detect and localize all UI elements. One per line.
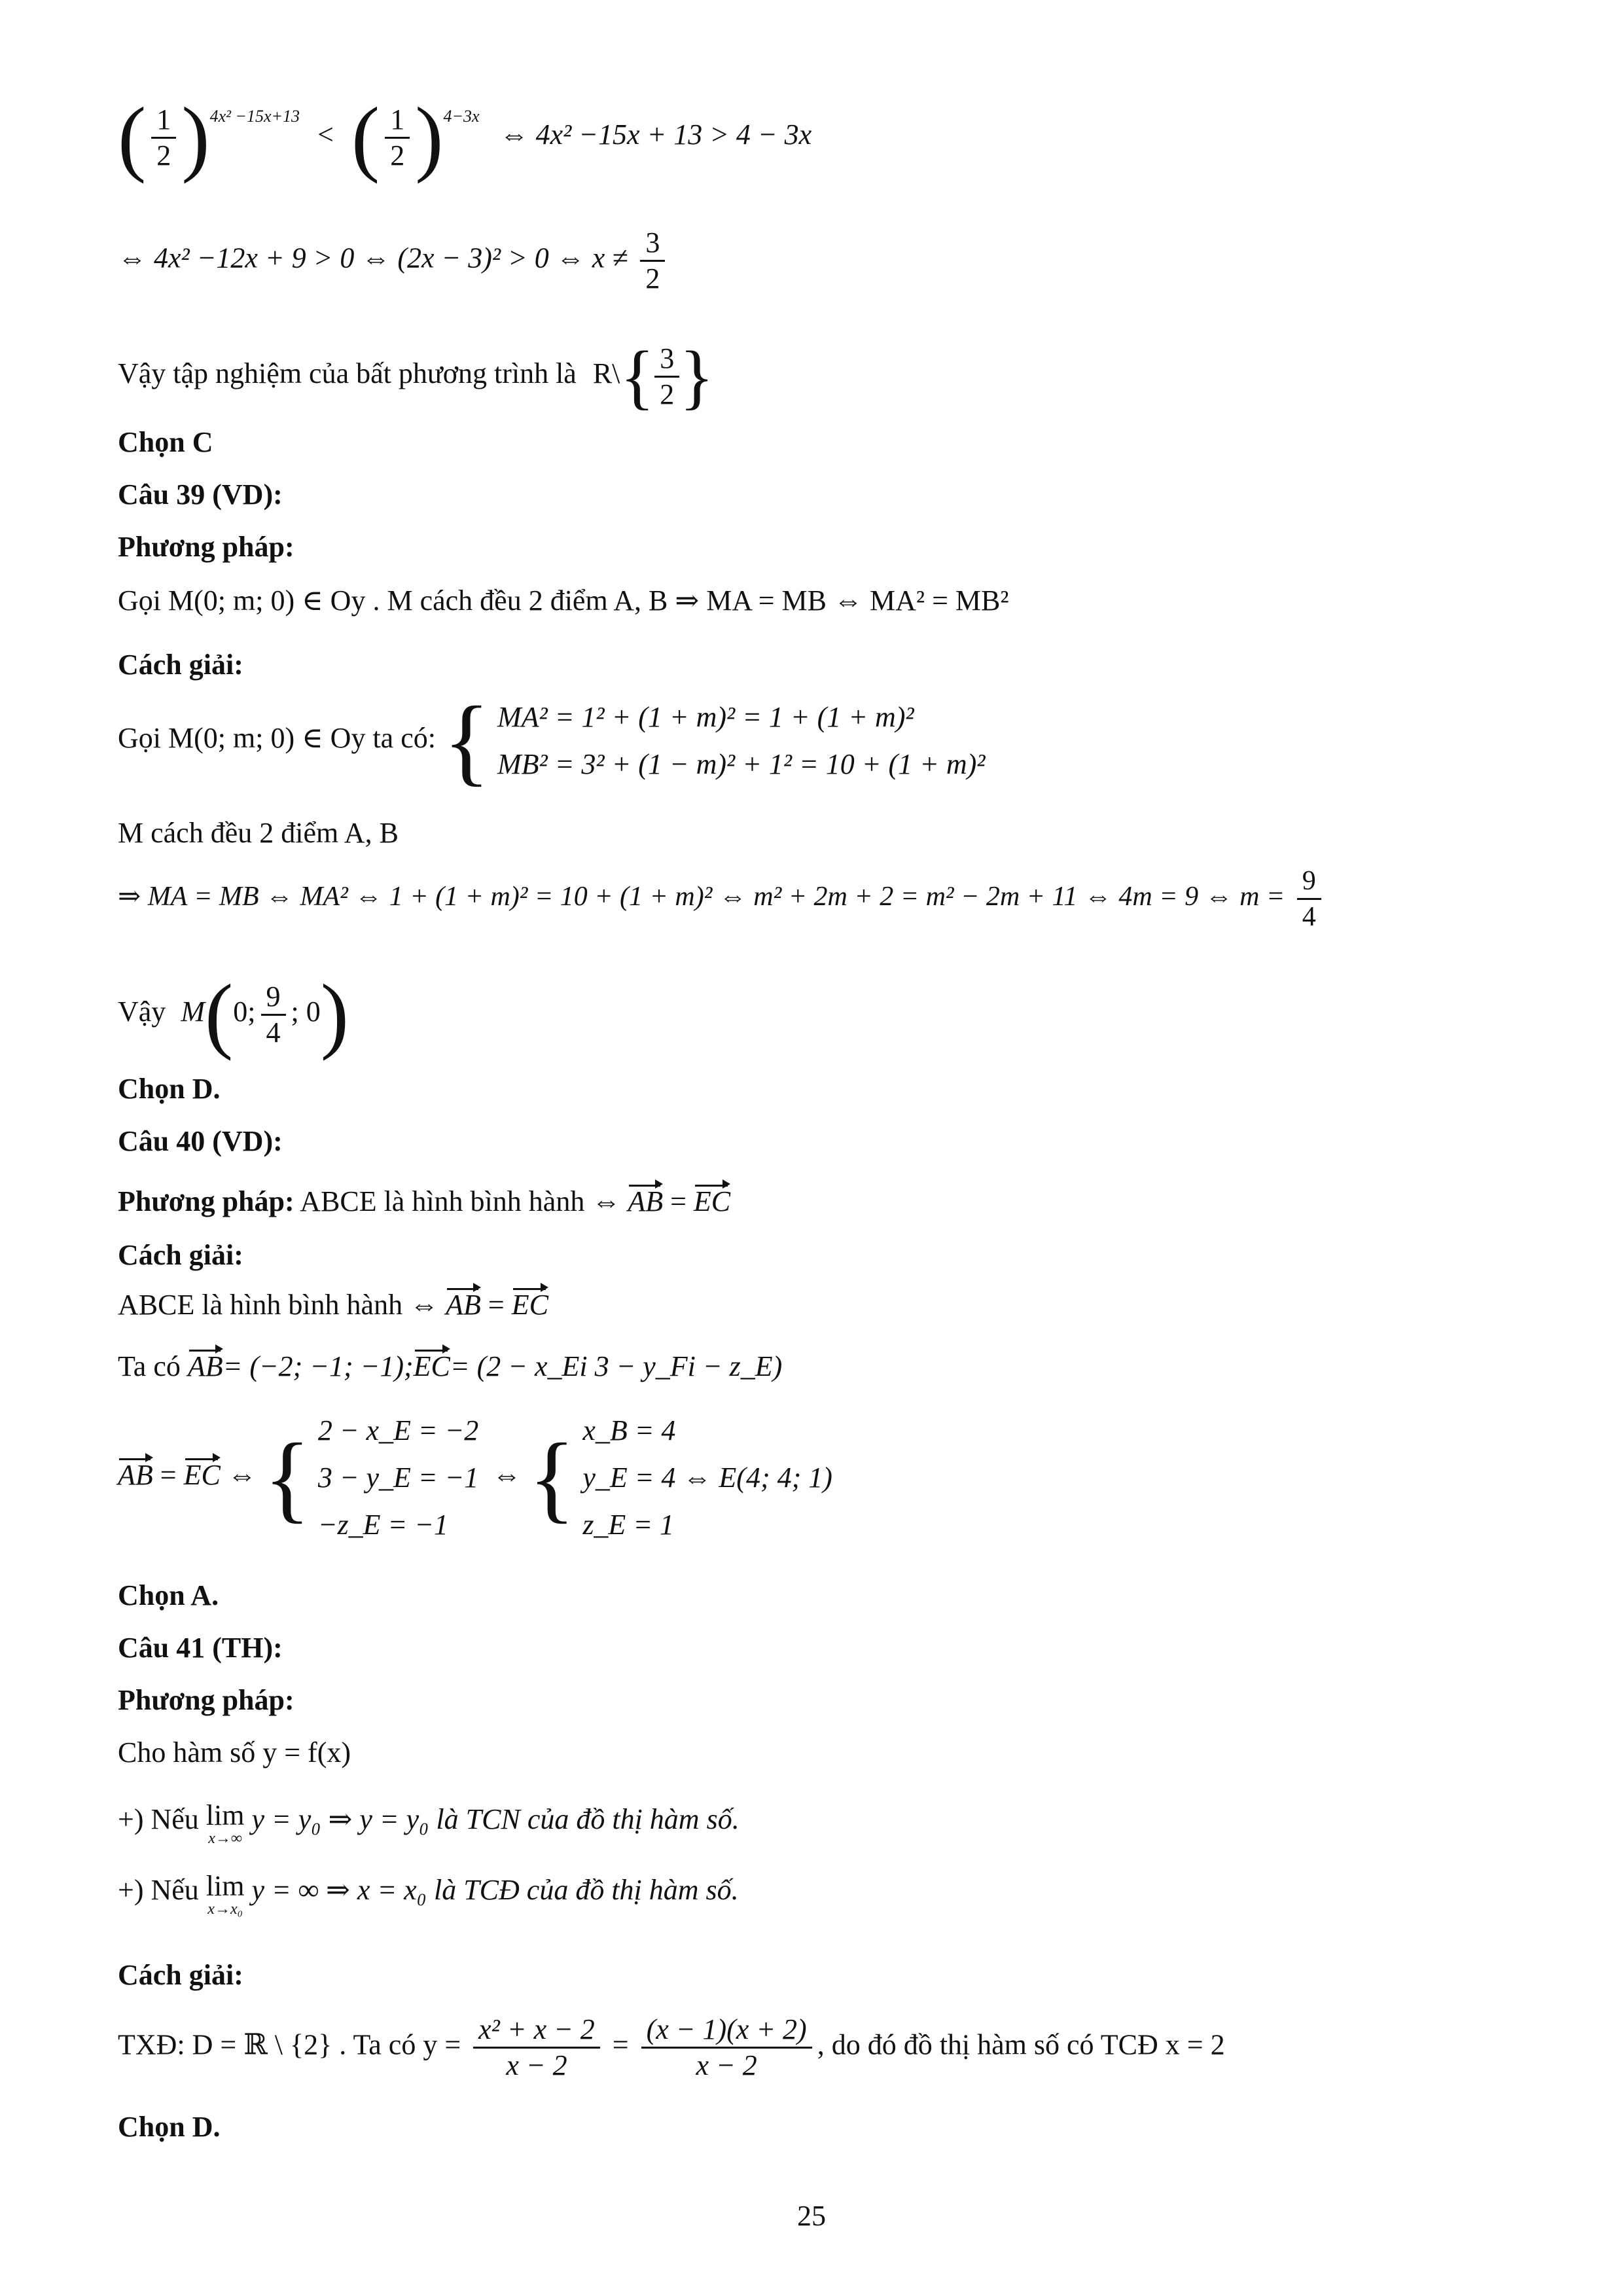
s40-method: Phương pháp: ABCE là hình bình hành ⇔ AB = EC [118, 1183, 730, 1220]
s39-method-text: Gọi M(0; m; 0) ∈ Oy . M cách đều 2 điểm A, B ⇒ MA = MB ⇔ MA² = MB² [118, 584, 1009, 617]
s39-derivation: ⇒ MA = MB ⇔ MA² ⇔ 1 + (1 + m)² = 10 + (1 + m)² ⇔ m² + 2m + 2 = m² − 2m + 11 ⇔ 4m = 9 ⇔ m = $\frac{9}{4}$ [118, 864, 1327, 934]
s40-solve-label: Cách giải: [118, 1239, 243, 1271]
s40-title: Câu 40 (VD): [118, 1125, 283, 1157]
s39-result: Vậy M(0; $\frac{9}{4}$ ; 0) [118, 967, 349, 1062]
s39-method-label: Phương pháp: [118, 531, 294, 563]
s38-step2: ⇔ 4x² −12x + 9 > 0 ⇔ (2x − 3)² > 0 ⇔ x ≠ $\frac{3}{2}$ [118, 226, 670, 296]
s40-left-eq3: −z_E = −1 [317, 1509, 448, 1541]
s41-solve-label: Cách giải: [118, 1959, 243, 1991]
s41-rule1: +) Nếu lim x→∞ y = y₀ ⇒ y = y₀ là TCN của đồ thị hàm số. [118, 1799, 740, 1847]
s41-answer: Chọn D. [118, 2111, 221, 2143]
s40-answer: Chọn A. [118, 1579, 219, 1611]
s39-title: Câu 39 (VD): [118, 478, 283, 511]
s40-system: AB = EC ⇔ { 2 − x_E = −2 3 − y_E = −1 −z_E = −1 ⇔ { x_B = 4 y_E = 4 ⇔ E(4; 4; 1) z_E = 1 [118, 1407, 832, 1549]
s41-txd: TXĐ: D = ℝ \ {2} . Ta có y = $\frac{\text{x² + x − 2}}{x - 2}$ = $\frac{(x - 1)(x + 2)}{x - 2}$ , do đó đồ thị hàm số có TCĐ x = 2 [118, 2013, 1225, 2081]
s40-line1: ABCE là hình bình hành ⇔ AB = EC [118, 1287, 548, 1323]
s40-right-eq3: z_E = 1 [582, 1509, 675, 1541]
s41-title: Câu 41 (TH): [118, 1632, 283, 1664]
s39-equidistant: M cách đều 2 điểm A, B [118, 817, 399, 849]
s40-right-eq1: x_B = 4 [582, 1414, 676, 1446]
s41-rule2: +) Nếu lim x→x₀ y = ∞ ⇒ x = x₀ là TCĐ của đồ thị hàm số. [118, 1870, 739, 1918]
s39-system-eq2: MB² = 3² + (1 − m)² + 1² = 10 + (1 + m)² [497, 748, 986, 780]
s40-right-eq2: y_E = 4 ⇔ E(4; 4; 1) [582, 1462, 832, 1494]
s39-system-eq1: MA² = 1² + (1 + m)² = 1 + (1 + m)² [497, 701, 914, 733]
page-number: 25 [797, 2200, 826, 2232]
s38-conclusion: Vậy tập nghiệm của bất phương trình là R\{ $\frac{3}{2}$ } [118, 336, 715, 416]
s38-answer: Chọn C [118, 426, 213, 458]
s41-method-label: Phương pháp: [118, 1684, 294, 1716]
s39-solve-label: Cách giải: [118, 649, 243, 681]
s40-left-eq1: 2 − x_E = −2 [317, 1414, 479, 1446]
s39-answer: Chọn D. [118, 1073, 221, 1105]
s38-inequality: ( $\frac{1}{2}$ )$^{4x^2 -15x+13}$ < ( $\frac{1}{2}$ )$^{4-3x}$ ⇔ 4x² −15x + 13 > 4 − 3x [118, 90, 812, 185]
s41-intro: Cho hàm số y = f(x) [118, 1736, 351, 1768]
s40-left-eq2: 3 − y_E = −1 [317, 1462, 479, 1494]
s39-system: Gọi M(0; m; 0) ∈ Oy ta có: { MA² = 1² + (1 + m)² = 1 + (1 + m)² MB² = 3² + (1 − m)² + 1² = 10 + (1 + m)² [118, 687, 986, 795]
s40-line2: Ta có AB= (−2; −1; −1);EC= (2 − x_Ei 3 − y_Fi − z_E) [118, 1348, 782, 1385]
